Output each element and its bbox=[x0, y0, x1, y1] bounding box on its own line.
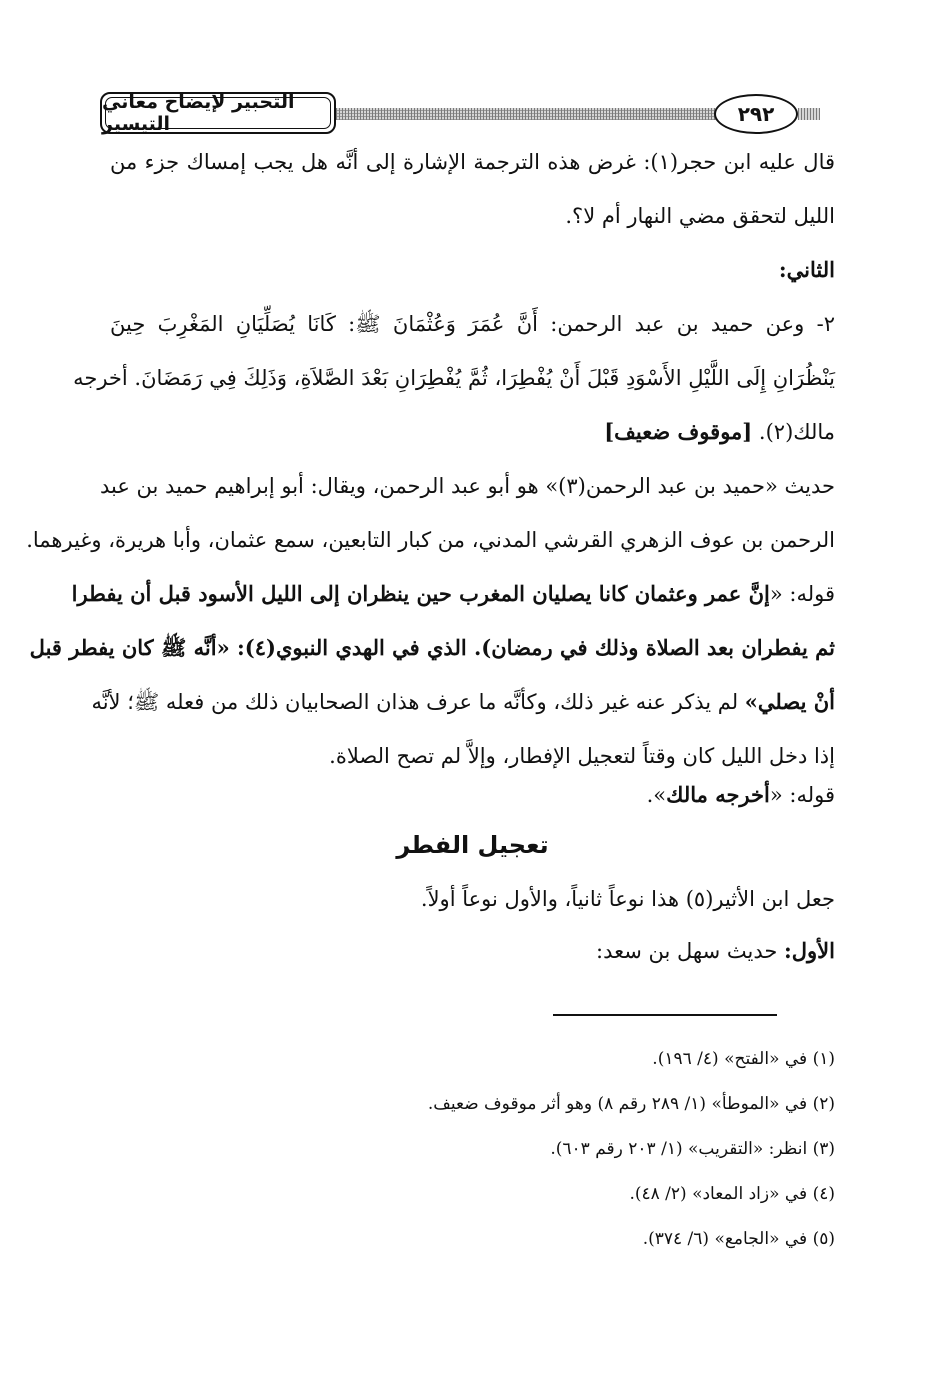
quote-intro: قوله: « bbox=[769, 783, 835, 807]
commentary-text: لم يذكر عنه غير ذلك، وكأنَّه ما عرف هذان الصحابيان ذلك من فعله ﷺ؛ لأنَّه bbox=[91, 690, 745, 714]
footnote: (١) في «الفتح» (٤/ ١٩٦). bbox=[652, 1049, 835, 1069]
footnote: (٥) في «الجامع» (٦/ ٣٧٤). bbox=[642, 1229, 835, 1249]
hadith-source: مالك(٢). bbox=[752, 420, 835, 444]
footnote: (٤) في «زاد المعاد» (٢/ ٤٨). bbox=[629, 1184, 835, 1204]
paragraph-text: حديث سهل بن سعد: bbox=[596, 939, 785, 963]
paragraph-line: جعل ابن الأثير(٥) هذا نوعاً ثانياً، والأول نوعاً أولاً. bbox=[420, 887, 835, 911]
paragraph-line bbox=[596, 936, 835, 966]
paragraph-line: الرحمن بن عوف الزهري القرشي المدني، من كبار التابعين، سمع عثمان، وأبا هريرة، وغيرهما. bbox=[26, 528, 835, 552]
hadith-line: يَنْظُرَانِ إِلَى اللَّيْلِ الأَسْوَدِ قَبْلَ أَنْ يُفْطِرَا، ثُمَّ يُفْطِرَانِ بَعْدَ الصَّلاَةِ، وَذَلِكَ فِي رَمَضَانَ. أخرجه bbox=[73, 366, 835, 390]
hadith-line bbox=[604, 417, 835, 447]
chapter-heading: تعجيل الفطر bbox=[396, 831, 549, 859]
commentary-line bbox=[71, 579, 835, 609]
hadith-line: ٢- وعن حميد بن عبد الرحمن: أَنَّ عُمَرَ وَعُثْمَانَ ﷺ: كَانَا يُصَلِّيَانِ المَغْرِبَ حِينَ bbox=[110, 312, 835, 336]
footnote: (٢) في «الموطأ» (١/ ٢٨٩ رقم ٨) وهو أثر موقوف ضعيف. bbox=[427, 1094, 835, 1114]
paragraph-line: قال عليه ابن حجر(١): غرض هذه الترجمة الإشارة إلى أنَّه هل يجب إمساك جزء من bbox=[110, 150, 836, 174]
commentary-line bbox=[91, 687, 835, 717]
footnote-separator bbox=[553, 1014, 777, 1016]
book-title-frame bbox=[100, 92, 336, 134]
paragraph-line: الليل لتحقق مضي النهار أم لا؟. bbox=[565, 204, 835, 228]
quote-intro: قوله: « bbox=[769, 582, 835, 606]
page-number: ٢٩٢ bbox=[737, 102, 775, 126]
commentary-line: إذا دخل الليل كان وقتاً لتعجيل الإفطار، وإلاَّ لم تصح الصلاة. bbox=[329, 744, 835, 768]
header-ornament-end bbox=[798, 108, 820, 120]
quoted-text: أنْ يصلي» bbox=[744, 689, 835, 714]
quoted-text-line: ثم يفطران بعد الصلاة وذلك في رمضان). الذي في الهدي النبوي(٤): «أنَّه ﷺ كان يفطر قبل bbox=[29, 635, 835, 660]
footnote: (٣) انظر: «التقريب» (١/ ٢٠٣ رقم ٦٠٣). bbox=[550, 1139, 835, 1159]
header-ornament-band bbox=[336, 108, 718, 120]
quote-close: ». bbox=[646, 783, 667, 807]
page-number-oval bbox=[714, 94, 798, 134]
book-title: التحبير لإيضاح معاني التيسير bbox=[102, 91, 295, 135]
commentary-line bbox=[647, 780, 835, 810]
paragraph-line: حديث «حميد بن عبد الرحمن(٣)» هو أبو عبد الرحمن، ويقال: أبو إبراهيم حميد بن عبد bbox=[99, 474, 835, 498]
running-header bbox=[100, 92, 820, 136]
section-label: الثاني: bbox=[778, 257, 835, 282]
section-label: الأول: bbox=[784, 938, 835, 963]
quoted-text: إنَّ عمر وعثمان كانا يصليان المغرب حين ينظران إلى الليل الأسود قبل أن يفطرا bbox=[71, 581, 770, 606]
quoted-text: أخرجه مالك bbox=[666, 782, 770, 807]
hadith-grade: [موقوف ضعيف] bbox=[604, 419, 753, 444]
